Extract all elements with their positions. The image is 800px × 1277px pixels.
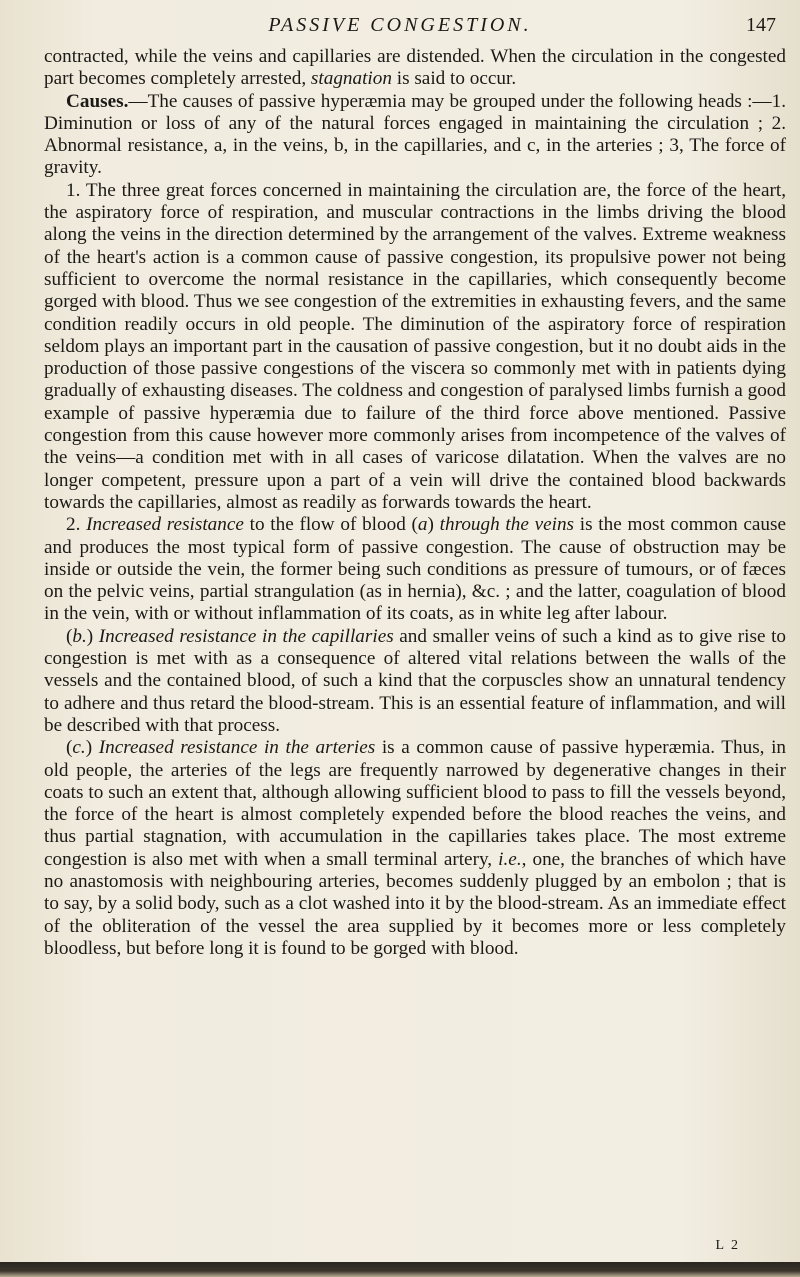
paragraph-arteries: (c.) Increased resistance in the arteries is a common cause of passive hyperæmia. Thus, in old people, the arteries of the legs are frequently narrowed by degenerative changes in their coats to such an extent that, although allowing sufficient blood to pass to fill the vessels beyond, the force of the heart is almost completely expended before the blood reaches the veins, and thus partial stagnation, with accumulation in the capillaries takes place. The most extreme congestion is also met with when a small terminal artery, i.e., one, the branches of which have no anastomosis with neighbouring arteries, becomes suddenly plugged by an embolon ; that is to say, by a solid body, such as a clot washed into it by the blood-stream. As an immediate effect of the obliteration of the vessel the area supplied by it becomes more or less completely bloodless, but before long it is found to be gorged with blood.	[44, 737, 786, 959]
signature-mark: L 2	[715, 1238, 740, 1253]
body-text	[44, 46, 786, 960]
paragraph-capillaries: (b.) Increased resistance in the capillaries and smaller veins of such a kind as to give rise to congestion is met with as a consequence of altered vital relations between the walls of the vessels and the contained blood, of such a kind that the corpuscles show an unnatural tendency to adhere and thus retard the blood-stream. This is an essential feature of inflammation, and will be described with that process.	[44, 625, 787, 736]
page-bottom-edge	[0, 1262, 800, 1277]
paragraph-causes: Causes.—The causes of passive hyperæmia may be grouped under the following heads :—1. Diminution or loss of any of the natural forces engaged in maintaining the circulation ; 2. Abnormal resistance, a, in the veins, b, in the capillaries, and c, in the arteries ; 3, The force of gravity.	[44, 90, 786, 179]
paragraph-veins: 2. Increased resistance to the flow of blood (a) through the veins is the most common cause and produces the most typical form of passive congestion. The cause of obstruction may be inside or outside the vein, the former being such conditions as pressure of tumours, or of fæces on the pelvic veins, partial strangulation (as in hernia), &c. ; and the latter, coagulation of blood in the vein, with or without inflammation of its coats, as in white leg after labour.	[44, 514, 787, 625]
paragraph-stagnation: contracted, while the veins and capillaries are distended. When the circulation in the congested part becomes completely arrested, stagnation is said to occur.	[44, 46, 786, 90]
section-heading-causes: Causes.	[66, 90, 129, 112]
page-number: 147	[746, 14, 776, 36]
paragraph-forces: 1. The three great forces concerned in maintaining the circulation are, the force of the heart, the aspiratory force of respiration, and muscular contractions in the limbs driving the blood along the veins in the direction determined by the arrangement of the valves. Extreme weakness of the heart's action is a common cause of passive congestion, its propulsive power not being sufficient to overcome the normal resistance in the capillaries, which consequently become gorged with blood. Thus we see congestion of the extremities in exhausting fevers, and the same condition readily occurs in old people. The diminution of the aspiratory force of respiration seldom plays an important part in the causation of passive congestion, but it no doubt aids in the production of those passive congestions of the viscera so commonly met with in patients dying gradually of exhausting diseases. The coldness and congestion of paralysed limbs furnish a good example of passive hyperæmia due to failure of the third force above mentioned. Passive congestion from this cause however more commonly arises from incompetence of the valves of the veins—a condition met with in all cases of varicose dilatation. When the valves are no longer competent, pressure upon a part of a vein will drive the contained blood backwards towards the capillaries, almost as readily as forwards towards the heart.	[44, 179, 786, 513]
running-title: PASSIVE CONGESTION.	[268, 14, 532, 36]
page-header	[0, 14, 800, 44]
